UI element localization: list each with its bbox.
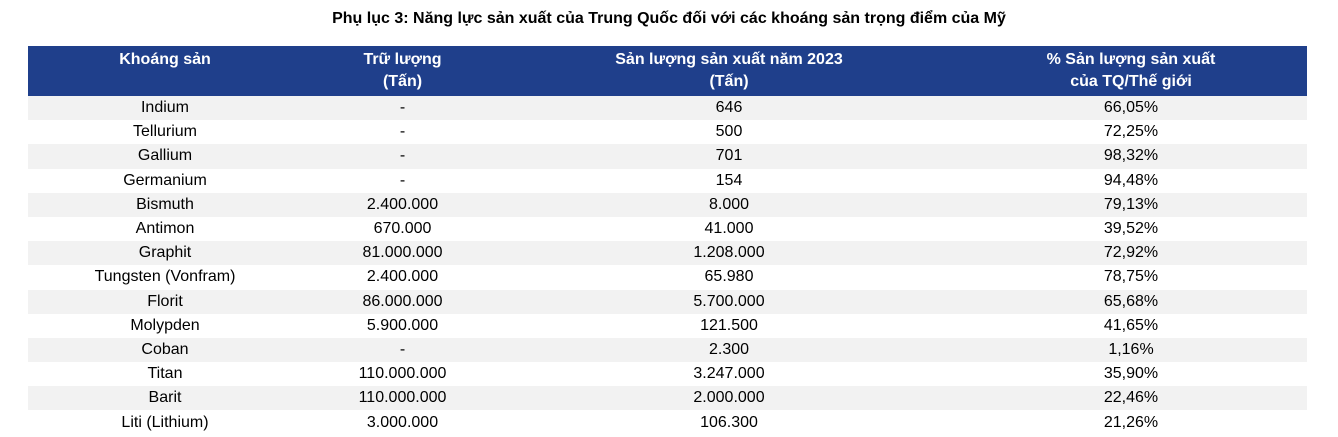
cell-production: 41.000 xyxy=(503,217,955,241)
table-row xyxy=(28,265,1307,289)
header-mineral-line: Khoáng sản xyxy=(119,51,211,68)
cell-reserves: - xyxy=(302,338,503,362)
cell-reserves: 2.400.000 xyxy=(302,193,503,217)
cell-production: 8.000 xyxy=(503,193,955,217)
table-title: Phụ lục 3: Năng lực sản xuất của Trung Quốc đối với các khoáng sản trọng điểm của Mỹ xyxy=(332,10,1006,27)
cell-share: 72,25% xyxy=(955,120,1307,144)
cell-mineral: Gallium xyxy=(28,144,302,168)
cell-mineral: Coban xyxy=(28,338,302,362)
cell-mineral: Bismuth xyxy=(28,193,302,217)
cell-mineral: Molypden xyxy=(28,314,302,338)
cell-reserves: - xyxy=(302,96,503,120)
cell-reserves: 110.000.000 xyxy=(302,362,503,386)
cell-mineral: Graphit xyxy=(28,241,302,265)
table-row xyxy=(28,241,1307,265)
cell-share: 72,92% xyxy=(955,241,1307,265)
cell-share: 21,26% xyxy=(955,410,1307,434)
header-share-line-1: % Sản lượng sản xuất xyxy=(1046,51,1216,68)
header-production xyxy=(503,46,955,96)
cell-production: 646 xyxy=(503,96,955,120)
cell-mineral: Tellurium xyxy=(28,120,302,144)
cell-share: 35,90% xyxy=(955,362,1307,386)
table-row xyxy=(28,386,1307,410)
cell-reserves: 86.000.000 xyxy=(302,290,503,314)
header-reserves-line-2: (Tấn) xyxy=(382,73,423,90)
header-share xyxy=(955,46,1307,96)
header-mineral xyxy=(28,46,302,96)
cell-production: 3.247.000 xyxy=(503,362,955,386)
table-row xyxy=(28,96,1307,120)
table-row xyxy=(28,217,1307,241)
cell-mineral: Florit xyxy=(28,290,302,314)
cell-mineral: Liti (Lithium) xyxy=(28,410,302,434)
table-row xyxy=(28,338,1307,362)
cell-reserves: 81.000.000 xyxy=(302,241,503,265)
cell-share: 65,68% xyxy=(955,290,1307,314)
cell-share: 78,75% xyxy=(955,265,1307,289)
cell-reserves: 5.900.000 xyxy=(302,314,503,338)
table-row xyxy=(28,314,1307,338)
cell-reserves: 2.400.000 xyxy=(302,265,503,289)
cell-share: 41,65% xyxy=(955,314,1307,338)
header-production-line-1: Sản lượng sản xuất năm 2023 xyxy=(615,51,843,68)
header-reserves xyxy=(302,46,503,96)
cell-production: 5.700.000 xyxy=(503,290,955,314)
cell-reserves: - xyxy=(302,169,503,193)
cell-reserves: - xyxy=(302,120,503,144)
cell-reserves: 670.000 xyxy=(302,217,503,241)
header-row xyxy=(28,46,1307,96)
cell-production: 154 xyxy=(503,169,955,193)
cell-mineral: Tungsten (Vonfram) xyxy=(28,265,302,289)
table-row xyxy=(28,144,1307,168)
table-row xyxy=(28,120,1307,144)
cell-share: 1,16% xyxy=(955,338,1307,362)
cell-share: 66,05% xyxy=(955,96,1307,120)
cell-share: 79,13% xyxy=(955,193,1307,217)
cell-share: 39,52% xyxy=(955,217,1307,241)
cell-reserves: - xyxy=(302,144,503,168)
cell-mineral: Antimon xyxy=(28,217,302,241)
cell-share: 22,46% xyxy=(955,386,1307,410)
cell-production: 2.000.000 xyxy=(503,386,955,410)
table-row xyxy=(28,169,1307,193)
table-row xyxy=(28,410,1307,434)
cell-mineral: Titan xyxy=(28,362,302,386)
table-row xyxy=(28,193,1307,217)
table-row xyxy=(28,290,1307,314)
cell-production: 500 xyxy=(503,120,955,144)
cell-mineral: Germanium xyxy=(28,169,302,193)
cell-mineral: Indium xyxy=(28,96,302,120)
cell-production: 106.300 xyxy=(503,410,955,434)
cell-production: 121.500 xyxy=(503,314,955,338)
header-reserves-line-1: Trữ lượng xyxy=(363,51,442,68)
header-production-line-2: (Tấn) xyxy=(709,73,749,90)
cell-reserves: 3.000.000 xyxy=(302,410,503,434)
cell-share: 98,32% xyxy=(955,144,1307,168)
table-body xyxy=(28,96,1307,435)
cell-reserves: 110.000.000 xyxy=(302,386,503,410)
table-row xyxy=(28,362,1307,386)
table-header xyxy=(28,46,1307,96)
cell-production: 1.208.000 xyxy=(503,241,955,265)
cell-production: 2.300 xyxy=(503,338,955,362)
header-share-line-2: của TQ/Thế giới xyxy=(1070,73,1192,90)
cell-share: 94,48% xyxy=(955,169,1307,193)
cell-production: 701 xyxy=(503,144,955,168)
cell-mineral: Barit xyxy=(28,386,302,410)
cell-production: 65.980 xyxy=(503,265,955,289)
minerals-table xyxy=(28,46,1307,435)
